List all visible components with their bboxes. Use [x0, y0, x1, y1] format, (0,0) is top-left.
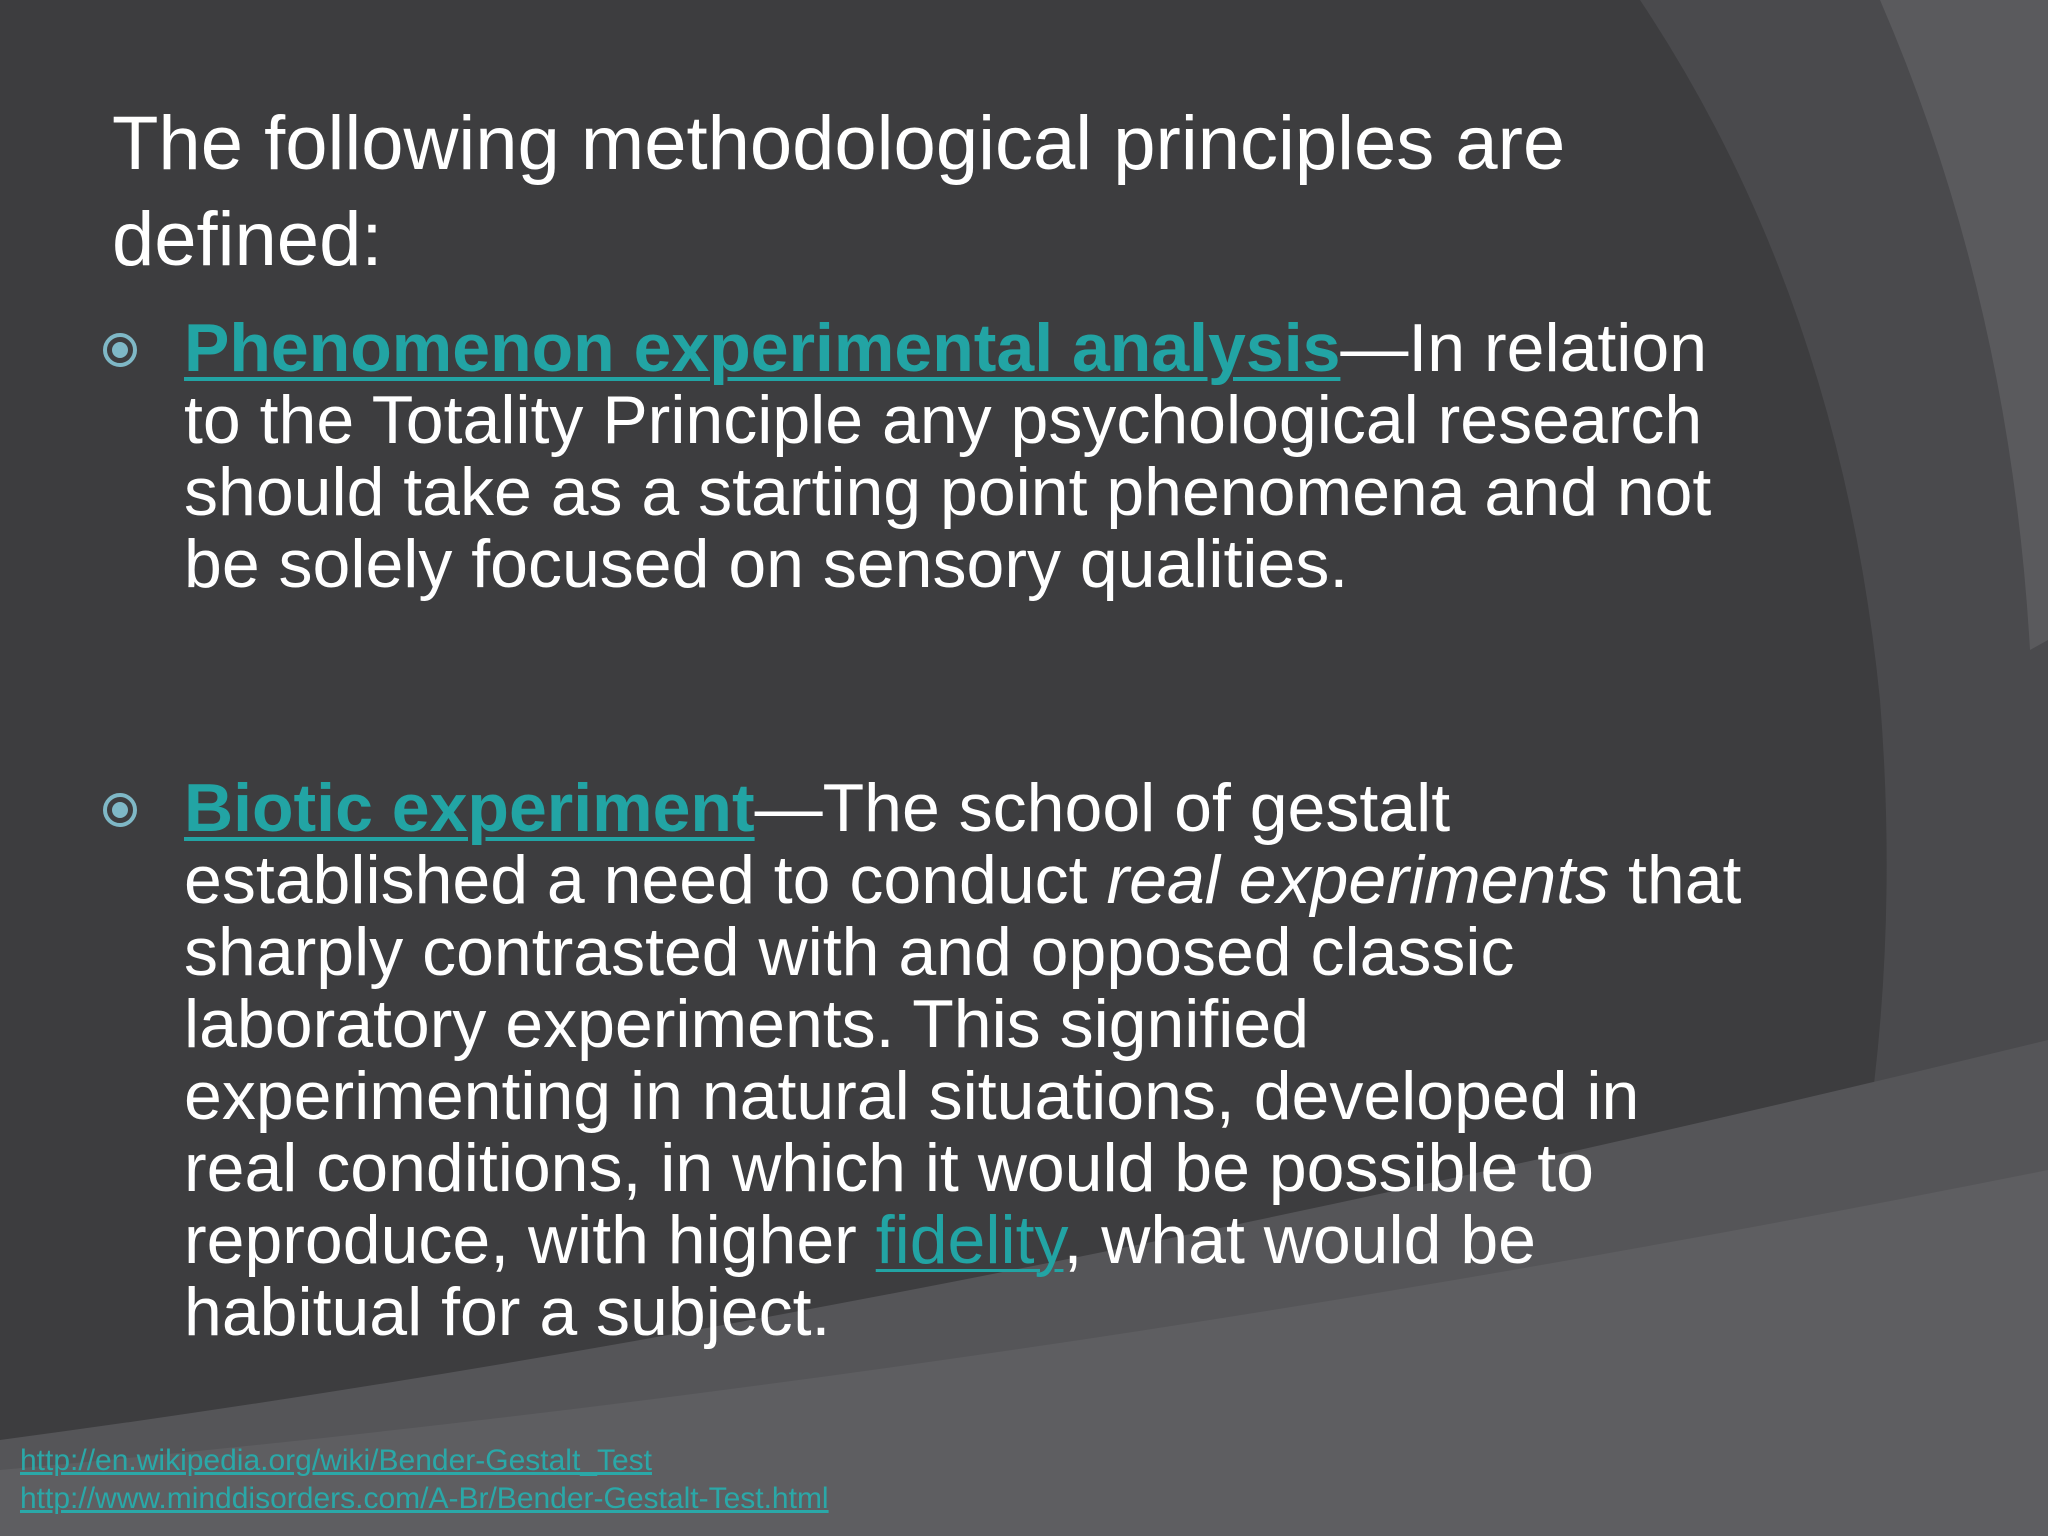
bullet-text-part-2: that sharply contrasted with and opposed classic laboratory experiments. This signified experimenting in natural situations, developed in real conditions, in which it would be possible to reproduce, with higher — [184, 842, 1742, 1278]
bullet-text-part-1: —The school of gestalt established a need to conduct — [184, 770, 1451, 918]
bullet-text-part-3: , what would be habitual for a subject. — [184, 1202, 1536, 1350]
source-link-wikipedia[interactable]: http://en.wikipedia.org/wiki/Bender-Gestalt_Test — [20, 1444, 652, 1477]
fidelity-link[interactable]: fidelity — [875, 1202, 1064, 1278]
italic-phrase: real experiments — [1106, 842, 1610, 918]
source-link-minddisorders[interactable]: http://www.minddisorders.com/A-Br/Bender-Gestalt-Test.html — [20, 1482, 829, 1515]
slide-heading: The following methodological principles are defined: — [112, 101, 1566, 282]
term-link-biotic[interactable]: Biotic experiment — [184, 770, 755, 846]
circled-dot-icon — [102, 792, 138, 828]
term-link-phenomenon[interactable]: Phenomenon experimental analysis — [184, 310, 1341, 386]
bullet-phenomenon-analysis — [184, 312, 1744, 600]
source-links — [20, 1442, 829, 1518]
circled-dot-icon — [102, 332, 138, 368]
bullet-text: —In relation to the Totality Principle any psychological research should take as a starting point phenomena and not be solely focused on sensory qualities. — [184, 310, 1712, 602]
bullet-biotic-experiment — [184, 772, 1744, 1348]
